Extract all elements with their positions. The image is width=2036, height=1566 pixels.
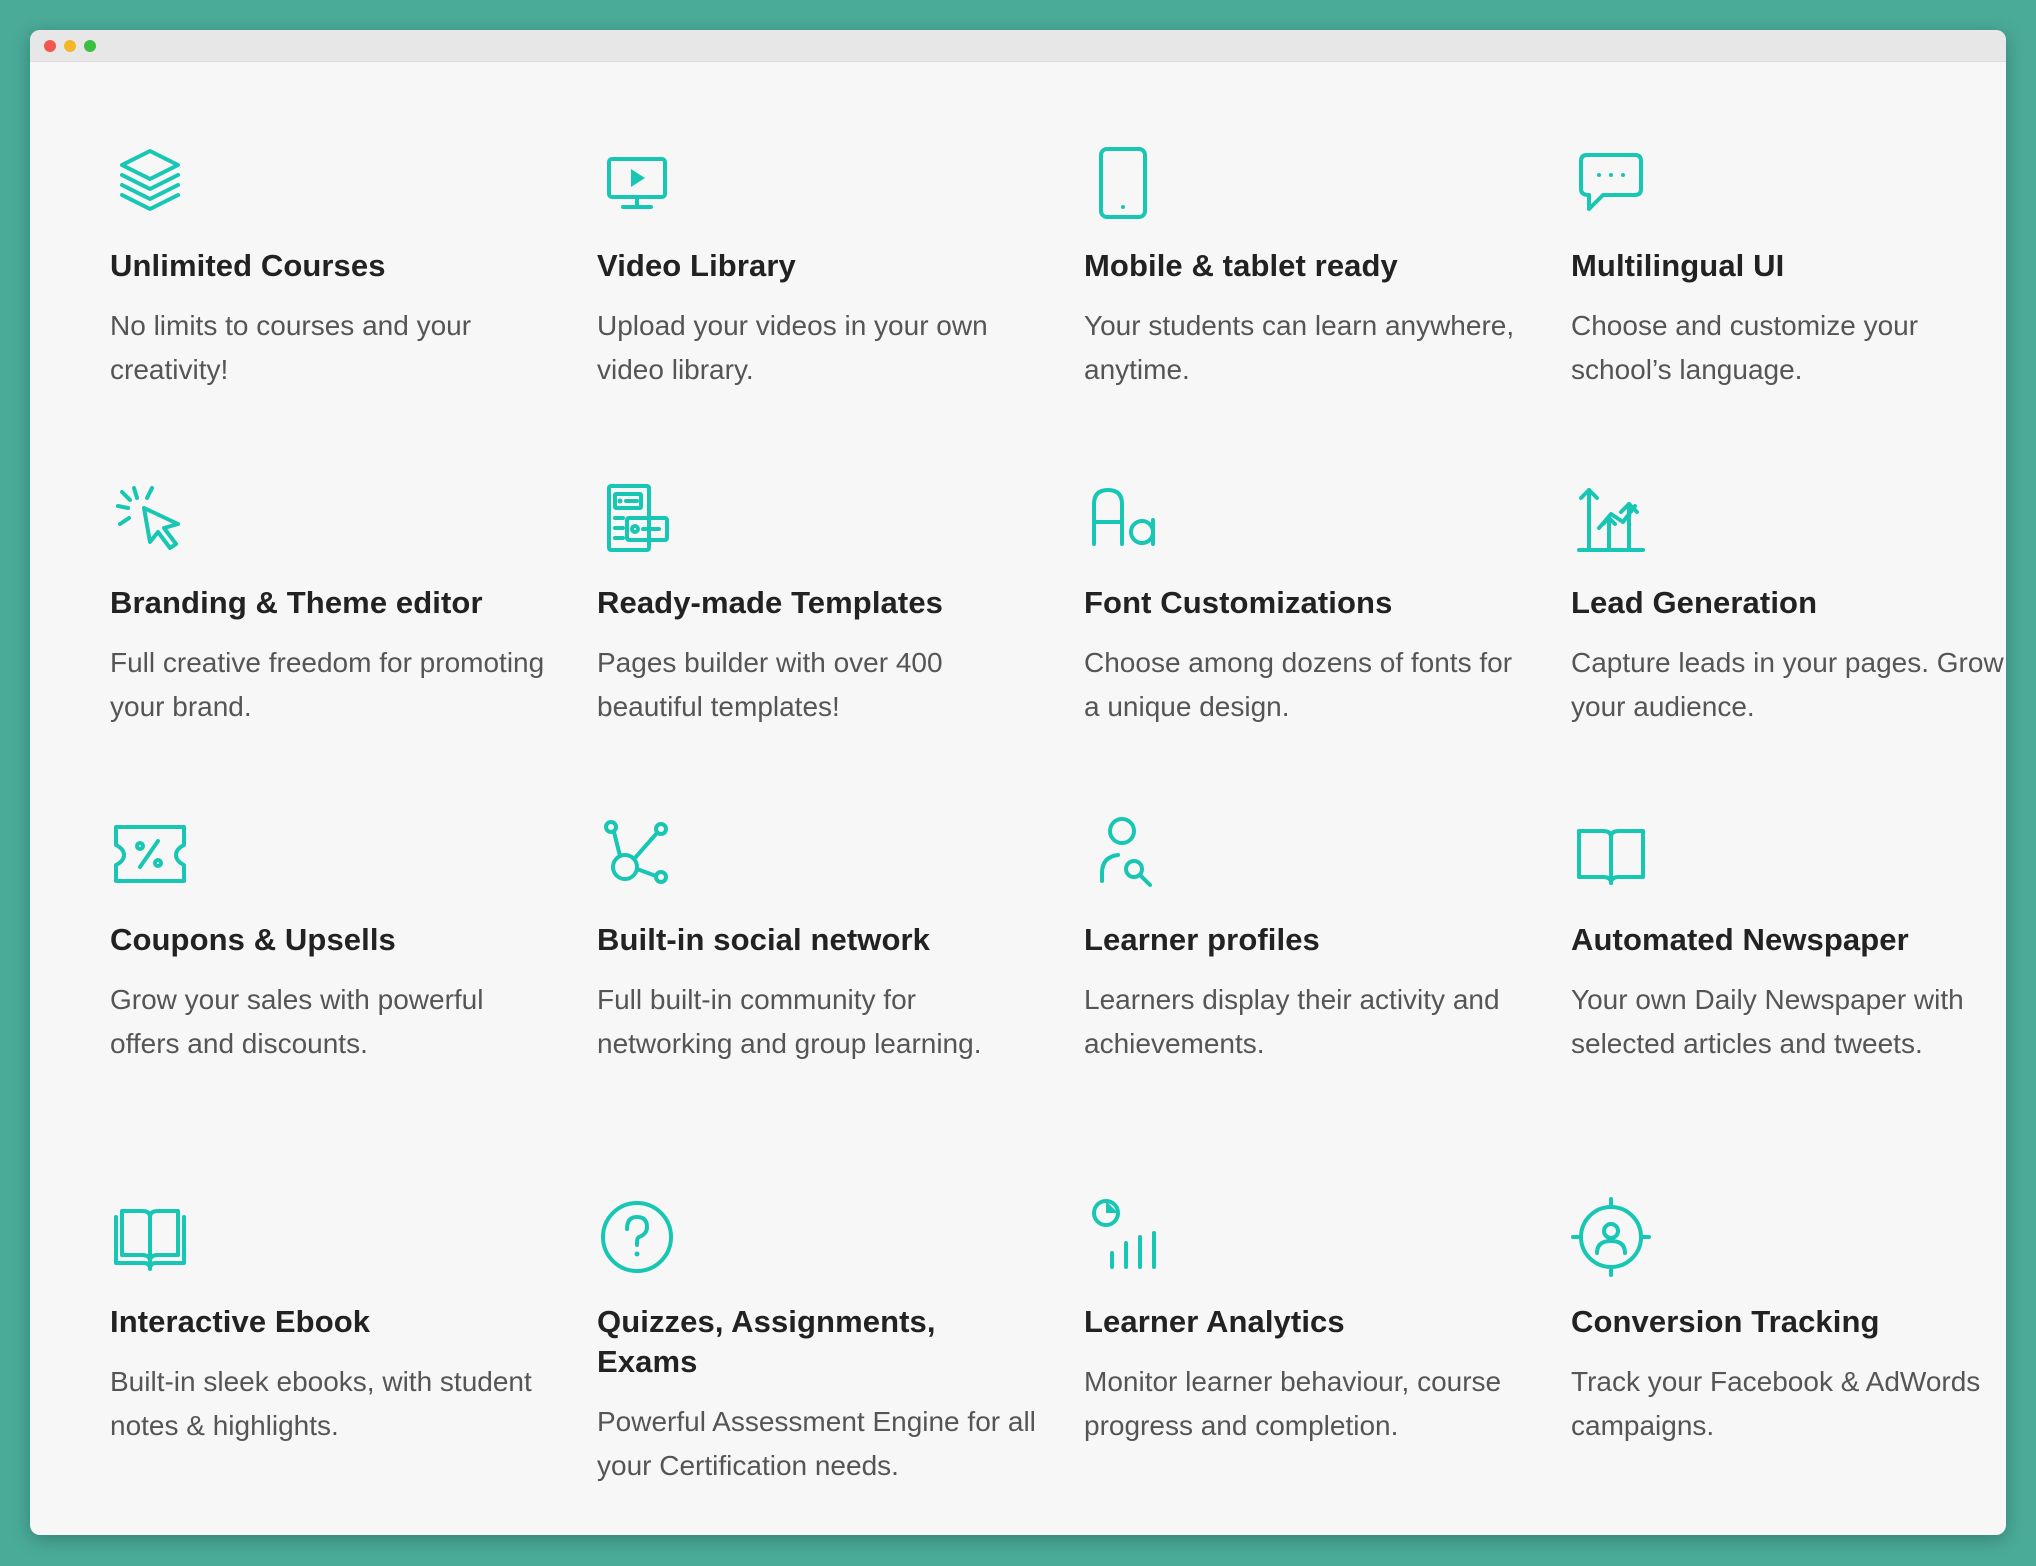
feature-title: Multilingual UI: [1571, 248, 1785, 283]
feature-title: Quizzes, Assignments, Exams: [597, 1304, 936, 1379]
maximize-window-button[interactable]: [84, 40, 96, 52]
open-book-icon: [1571, 815, 1651, 895]
feature-description: Built-in sleek ebooks, with student notes & highlights.: [110, 1366, 532, 1441]
close-window-button[interactable]: [44, 40, 56, 52]
feature-title: Lead Generation: [1571, 585, 1818, 620]
feature-description: Pages builder with over 400 beautiful templates!: [597, 647, 943, 722]
target-user-icon: [1571, 1197, 1651, 1277]
analytics-icon: [1084, 1197, 1164, 1277]
mobile-icon: [1084, 141, 1164, 221]
coupon-icon: [110, 815, 190, 895]
feature-title: Learner Analytics: [1084, 1304, 1345, 1339]
feature-description: Grow your sales with powerful offers and discounts.: [110, 984, 484, 1059]
ebook-icon: [110, 1197, 190, 1277]
chat-bubble-icon: [1571, 141, 1651, 221]
features-grid: [30, 61, 2006, 1535]
feature-description: Learners display their activity and achievements.: [1084, 984, 1500, 1059]
feature-title: Interactive Ebook: [110, 1304, 371, 1339]
network-icon: [597, 815, 677, 895]
feature-description: Full creative freedom for promoting your brand.: [110, 647, 545, 722]
cursor-click-icon: [110, 478, 190, 558]
browser-window: [30, 30, 2006, 1535]
feature-title: Unlimited Courses: [110, 248, 386, 283]
feature-description: Choose among dozens of fonts for a unique design.: [1084, 647, 1513, 722]
feature-description: Choose and customize your school’s language.: [1571, 310, 1919, 385]
feature-description: Track your Facebook & AdWords campaigns.: [1571, 1366, 1981, 1441]
feature-description: No limits to courses and your creativity!: [110, 310, 472, 385]
user-search-icon: [1084, 815, 1164, 895]
templates-icon: [597, 478, 677, 558]
feature-title: Built-in social network: [597, 922, 931, 957]
feature-title: Automated Newspaper: [1571, 922, 1909, 957]
feature-description: Monitor learner behaviour, course progress and completion.: [1084, 1366, 1502, 1441]
feature-title: Video Library: [597, 248, 796, 283]
feature-title: Font Customizations: [1084, 585, 1393, 620]
feature-title: Conversion Tracking: [1571, 1304, 1880, 1339]
feature-title: Coupons & Upsells: [110, 922, 396, 957]
minimize-window-button[interactable]: [64, 40, 76, 52]
feature-title: Ready-made Templates: [597, 585, 943, 620]
feature-description: Your students can learn anywhere, anytime.: [1084, 310, 1515, 385]
feature-description: Full built-in community for networking and group learning.: [597, 984, 982, 1059]
video-screen-icon: [597, 141, 677, 221]
feature-description: Capture leads in your pages. Grow your audience.: [1571, 647, 2004, 722]
feature-title: Branding & Theme editor: [110, 585, 483, 620]
feature-description: Upload your videos in your own video library.: [597, 310, 988, 385]
font-icon: [1084, 478, 1164, 558]
growth-arrows-icon: [1571, 478, 1651, 558]
feature-description: Powerful Assessment Engine for all your Certification needs.: [597, 1406, 1036, 1481]
feature-title: Mobile & tablet ready: [1084, 248, 1398, 283]
layers-icon: [110, 141, 190, 221]
window-titlebar: [30, 30, 2006, 62]
question-circle-icon: [597, 1197, 677, 1277]
feature-description: Your own Daily Newspaper with selected articles and tweets.: [1571, 984, 1964, 1059]
feature-title: Learner profiles: [1084, 922, 1320, 957]
